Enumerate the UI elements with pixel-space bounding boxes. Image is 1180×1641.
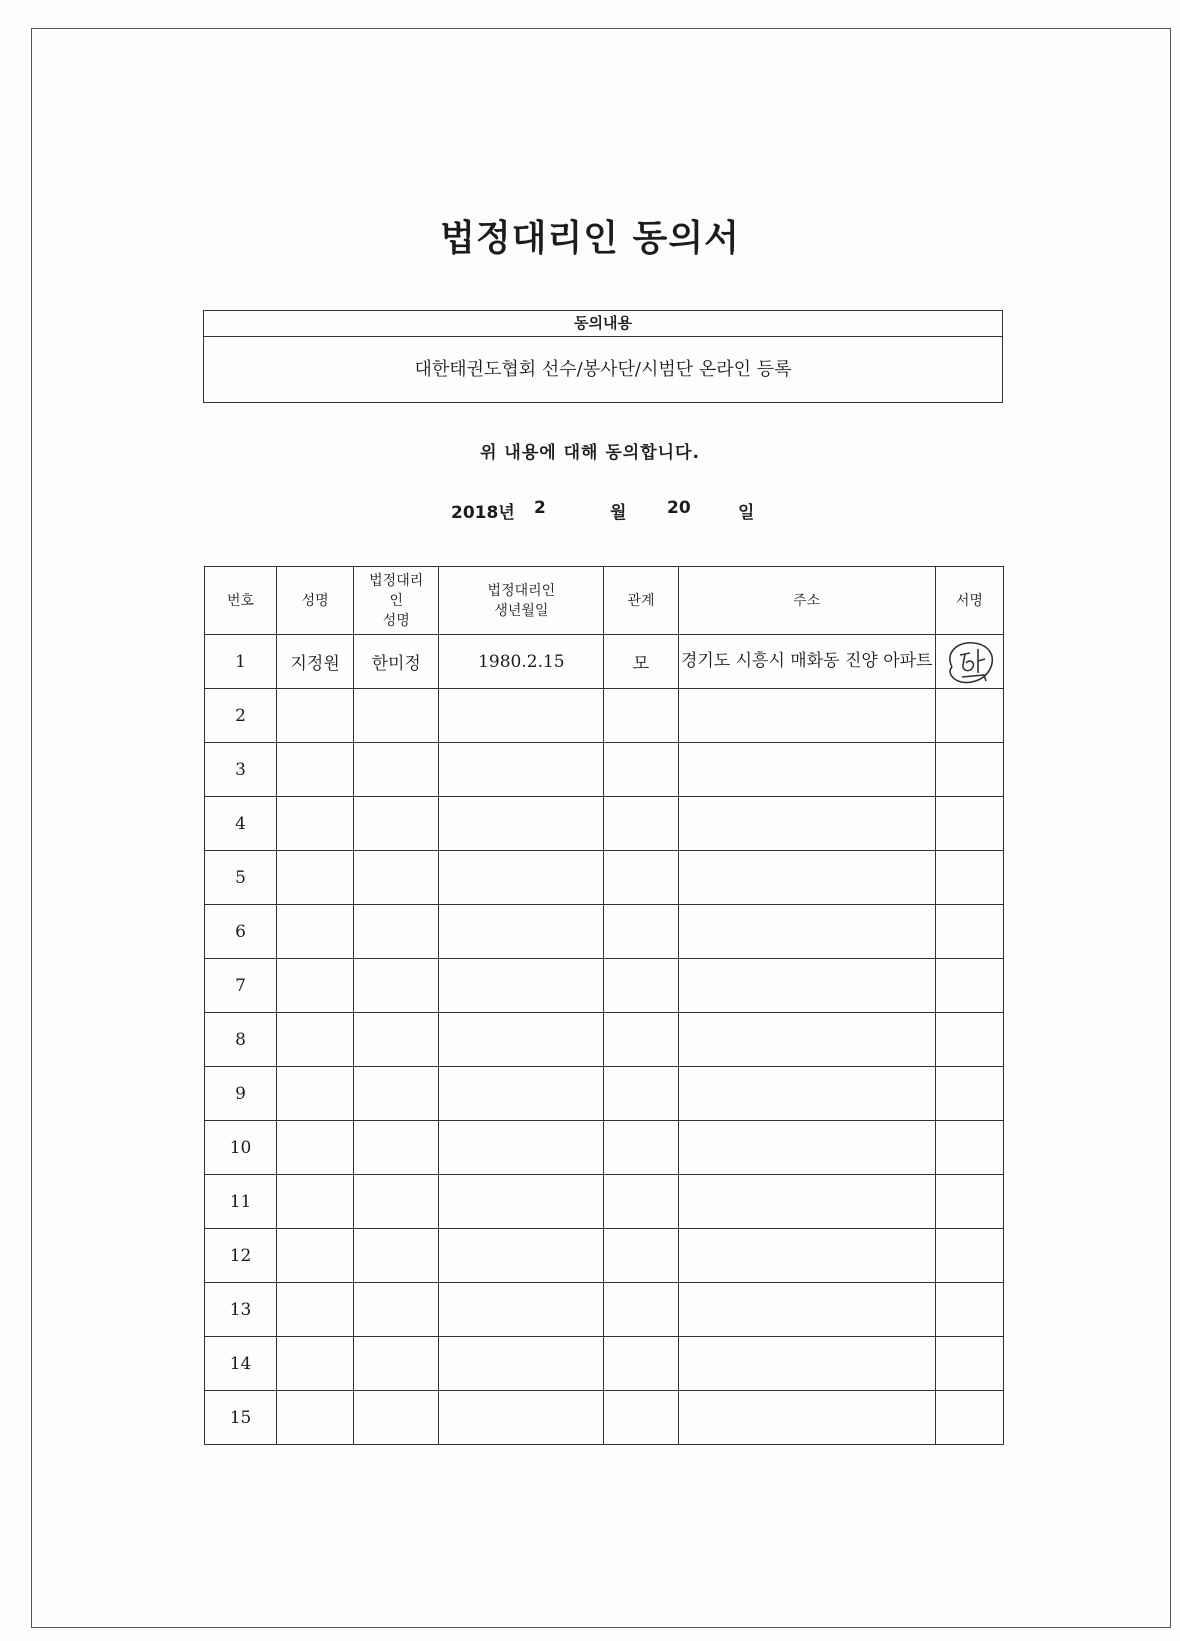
cell-rep-name (354, 1175, 439, 1229)
cell-number: 9 (205, 1067, 277, 1121)
table-row (205, 1121, 1004, 1175)
cell-relation (604, 1067, 678, 1121)
cell-rep-birth (439, 689, 604, 743)
date-month-unit: 월 (610, 503, 627, 523)
cell-signature (935, 959, 1003, 1013)
cell-number: 7 (205, 959, 277, 1013)
cell-name (277, 959, 354, 1013)
cell-address (678, 1229, 935, 1283)
cell-rep-name (354, 743, 439, 797)
cell-signature (935, 1121, 1003, 1175)
consent-body: 대한태권도협회 선수/봉사단/시범단 온라인 등록 (414, 359, 792, 380)
table-row (205, 1067, 1004, 1121)
cell-number: 15 (205, 1391, 277, 1445)
date-day: 20 (667, 498, 691, 518)
cell-address (678, 1283, 935, 1337)
cell-relation (604, 1175, 678, 1229)
header-rep-birth: 법정대리인 생년월일 (439, 567, 604, 635)
cell-relation (604, 1391, 678, 1445)
cell-number: 2 (205, 689, 277, 743)
cell-rep-birth (439, 1175, 604, 1229)
cell-rep-birth (439, 797, 604, 851)
representative-table (204, 566, 1004, 1445)
table-row (205, 1337, 1004, 1391)
cell-relation (604, 743, 678, 797)
cell-rep-name (354, 1283, 439, 1337)
cell-rep-name (354, 851, 439, 905)
cell-relation: 모 (604, 635, 678, 689)
cell-signature (935, 797, 1003, 851)
cell-relation (604, 905, 678, 959)
cell-rep-birth (439, 1391, 604, 1445)
cell-relation (604, 1229, 678, 1283)
cell-rep-name (354, 689, 439, 743)
cell-name: 지정원 (277, 635, 354, 689)
cell-rep-birth: 1980.2.15 (439, 635, 604, 689)
cell-name (277, 1391, 354, 1445)
cell-rep-name (354, 1121, 439, 1175)
cell-signature (935, 1067, 1003, 1121)
consent-box (203, 310, 1003, 403)
cell-number: 8 (205, 1013, 277, 1067)
cell-address (678, 689, 935, 743)
table-row (205, 743, 1004, 797)
cell-signature (935, 905, 1003, 959)
cell-rep-birth (439, 1067, 604, 1121)
cell-rep-birth (439, 1121, 604, 1175)
date-month: 2 (534, 498, 546, 518)
cell-name (277, 1121, 354, 1175)
cell-number: 14 (205, 1337, 277, 1391)
cell-relation (604, 689, 678, 743)
table-row (205, 1013, 1004, 1067)
cell-relation (604, 1337, 678, 1391)
table-row (205, 689, 1004, 743)
cell-rep-birth (439, 1337, 604, 1391)
cell-rep-birth (439, 851, 604, 905)
cell-number: 12 (205, 1229, 277, 1283)
cell-address (678, 905, 935, 959)
cell-name (277, 1229, 354, 1283)
cell-number: 1 (205, 635, 277, 689)
cell-relation (604, 851, 678, 905)
cell-rep-name: 한미정 (354, 635, 439, 689)
cell-signature (935, 1337, 1003, 1391)
cell-rep-name (354, 1067, 439, 1121)
cell-relation (604, 1013, 678, 1067)
cell-address (678, 1391, 935, 1445)
cell-rep-name (354, 1391, 439, 1445)
cell-rep-birth (439, 905, 604, 959)
cell-signature (935, 743, 1003, 797)
cell-rep-name (354, 1337, 439, 1391)
cell-name (277, 1283, 354, 1337)
cell-signature (935, 635, 1003, 689)
cell-number: 13 (205, 1283, 277, 1337)
cell-signature (935, 851, 1003, 905)
table-row (205, 635, 1004, 689)
cell-rep-birth (439, 1229, 604, 1283)
cell-address (678, 1013, 935, 1067)
cell-rep-birth (439, 959, 604, 1013)
cell-number: 3 (205, 743, 277, 797)
table-row (205, 1283, 1004, 1337)
cell-rep-birth (439, 1283, 604, 1337)
cell-rep-name (354, 959, 439, 1013)
cell-name (277, 851, 354, 905)
cell-relation (604, 1121, 678, 1175)
cell-address (678, 1121, 935, 1175)
header-number: 번호 (205, 567, 277, 635)
document-title: 법정대리인 동의서 (440, 217, 740, 259)
cell-address (678, 1337, 935, 1391)
header-address: 주소 (678, 567, 935, 635)
cell-address (678, 797, 935, 851)
cell-rep-birth (439, 1013, 604, 1067)
cell-signature (935, 1229, 1003, 1283)
date-year: 2018년 (451, 503, 515, 523)
cell-signature (935, 1013, 1003, 1067)
table-header-row (205, 567, 1004, 635)
cell-name (277, 689, 354, 743)
table-row (205, 797, 1004, 851)
cell-name (277, 1067, 354, 1121)
cell-number: 10 (205, 1121, 277, 1175)
agreement-statement: 위 내용에 대해 동의합니다. (480, 443, 700, 463)
cell-address (678, 959, 935, 1013)
cell-relation (604, 797, 678, 851)
cell-signature (935, 1283, 1003, 1337)
cell-address (678, 743, 935, 797)
cell-signature (935, 1391, 1003, 1445)
cell-signature (935, 689, 1003, 743)
cell-rep-name (354, 905, 439, 959)
table-row (205, 1175, 1004, 1229)
header-relation: 관계 (604, 567, 678, 635)
cell-number: 4 (205, 797, 277, 851)
date-day-unit: 일 (738, 503, 755, 523)
header-signature: 서명 (935, 567, 1003, 635)
consent-header: 동의내용 (204, 311, 1002, 337)
header-name: 성명 (277, 567, 354, 635)
cell-relation (604, 1283, 678, 1337)
signature-mark (940, 637, 998, 687)
table-row (205, 905, 1004, 959)
cell-rep-birth (439, 743, 604, 797)
table-row (205, 1391, 1004, 1445)
header-rep-name: 법정대리 인 성명 (354, 567, 439, 635)
cell-name (277, 1175, 354, 1229)
cell-address: 경기도 시흥시 매화동 진양 아파트 (678, 635, 935, 689)
cell-name (277, 743, 354, 797)
cell-name (277, 1013, 354, 1067)
cell-address (678, 851, 935, 905)
cell-rep-name (354, 797, 439, 851)
cell-name (277, 1337, 354, 1391)
cell-address (678, 1175, 935, 1229)
cell-signature (935, 1175, 1003, 1229)
cell-number: 6 (205, 905, 277, 959)
cell-address (678, 1067, 935, 1121)
table-row (205, 1229, 1004, 1283)
table-row (205, 959, 1004, 1013)
cell-rep-name (354, 1229, 439, 1283)
cell-number: 5 (205, 851, 277, 905)
cell-number: 11 (205, 1175, 277, 1229)
cell-rep-name (354, 1013, 439, 1067)
cell-name (277, 905, 354, 959)
table-row (205, 851, 1004, 905)
cell-name (277, 797, 354, 851)
cell-relation (604, 959, 678, 1013)
